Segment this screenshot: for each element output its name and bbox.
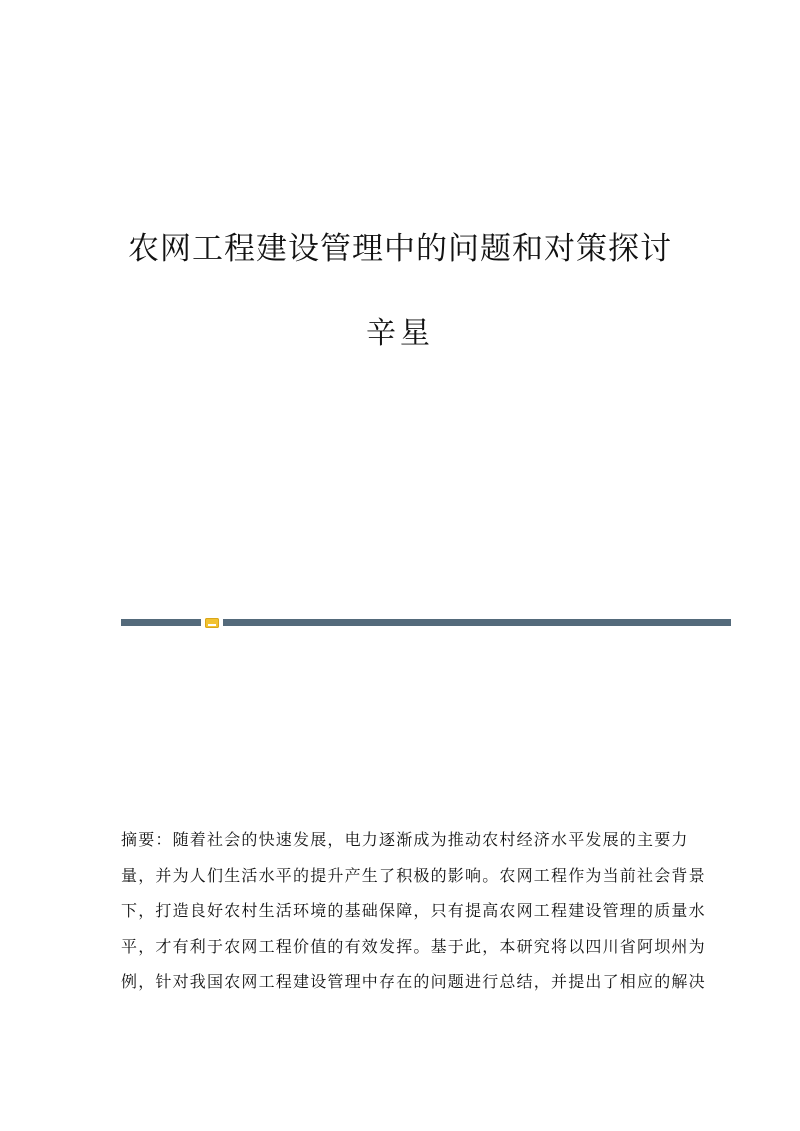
- section-divider: [121, 618, 731, 628]
- abstract-line: 平，才有利于农网工程价值的有效发挥。基于此，本研究将以四川省阿坝州为: [121, 936, 706, 956]
- abstract-line: 例，针对我国农网工程建设管理中存在的问题进行总结，并提出了相应的解决: [121, 972, 706, 991]
- abstract-line: 下，打造良好农村生活环境的基础保障，只有提高农网工程建设管理的质量水: [121, 901, 706, 920]
- divider-bar-left: [121, 619, 201, 626]
- abstract-line: 量，并为人们生活水平的提升产生了积极的影响。农网工程作为当前社会背景: [121, 865, 706, 885]
- document-title: 农网工程建设管理中的问题和对策探讨: [128, 231, 672, 267]
- abstract-paragraph: [121, 822, 706, 1000]
- divider-bar-right: [223, 619, 731, 626]
- document-author: 辛星: [366, 316, 434, 351]
- abstract-line: 摘要：随着社会的快速发展，电力逐渐成为推动农村经济水平发展的主要力: [121, 830, 689, 849]
- divider-ornament-icon: [205, 618, 219, 628]
